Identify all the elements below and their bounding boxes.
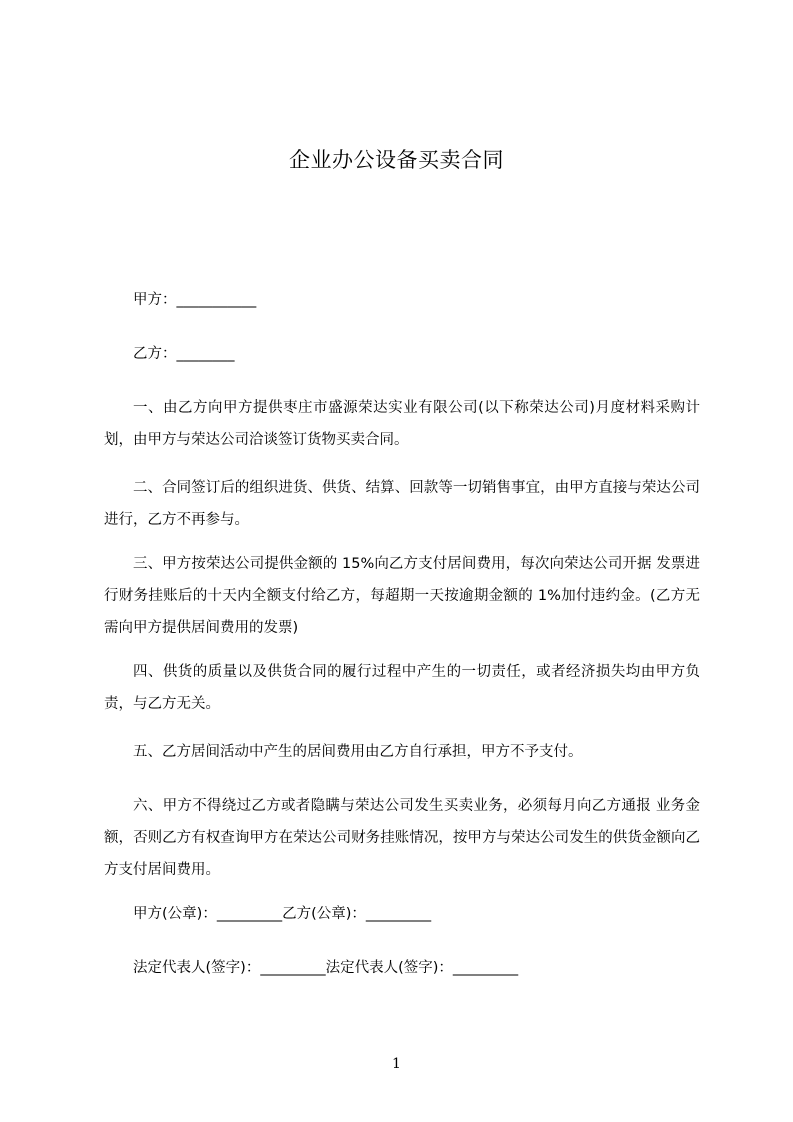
clause-2: 二、合同签订后的组织进货、供货、结算、回款等一切销售事宜，由甲方直接与荣达公司进行，乙方不再参与。 (104, 480, 700, 528)
seal-line: 甲方(公章)：_________乙方(公章)：_________ (133, 906, 432, 922)
document-title: 企业办公设备买卖合同 (289, 148, 504, 172)
clause-3: 三、甲方按荣达公司提供金额的 15%向乙方支付居间费用，每次向荣达公司开据 发票进行财务挂账后的十天内全额支付给乙方，每超期一天按逾期金额的 1%加付违约金。(乙方无需向甲方提供居间费用的发票) (104, 556, 700, 636)
clause-4: 四、供货的质量以及供货合同的履行过程中产生的一切责任，或者经济损失均由甲方负责，与乙方无关。 (104, 664, 700, 712)
party-b-line: 乙方：________ (133, 346, 235, 362)
clause-5: 五、乙方居间活动中产生的居间费用由乙方自行承担，甲方不予支付。 (133, 744, 583, 760)
clause-6: 六、甲方不得绕过乙方或者隐瞒与荣达公司发生买卖业务，必须每月向乙方通报 业务金额，否则乙方有权查询甲方在荣达公司财务挂账情况，按甲方与荣达公司发生的供货金额向乙方支付居间费用。 (104, 798, 700, 878)
clause-1: 一、由乙方向甲方提供枣庄市盛源荣达实业有限公司(以下称荣达公司)月度材料采购计划，由甲方与荣达公司洽谈签订货物买卖合同。 (104, 400, 700, 448)
party-a-line: 甲方：___________ (133, 292, 257, 308)
page-number: 1 (392, 1056, 401, 1072)
signature-line: 法定代表人(签字)：_________法定代表人(签字)：_________ (133, 960, 519, 976)
